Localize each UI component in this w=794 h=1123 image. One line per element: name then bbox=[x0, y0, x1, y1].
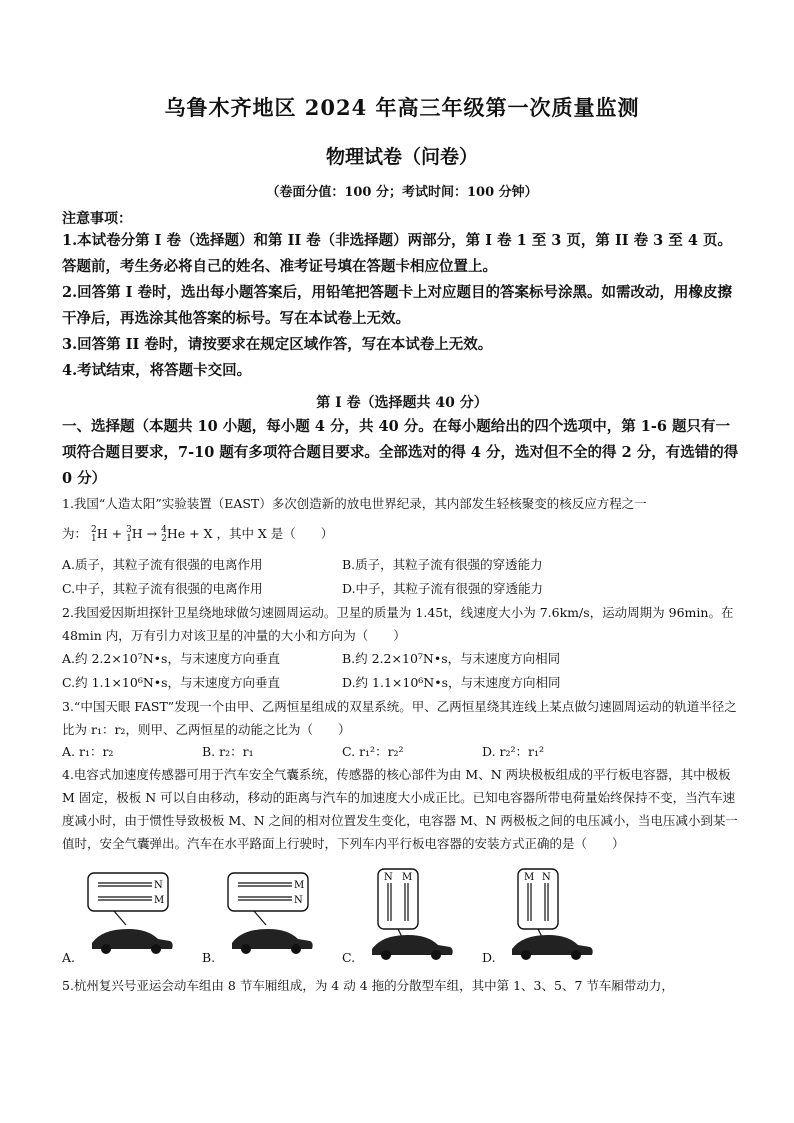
exam-subtitle: 物理试卷（问卷） bbox=[325, 146, 478, 168]
exam-title: 乌鲁木齐地区 2024 年高三年级第一次质量监测 bbox=[164, 95, 640, 120]
question-4-stem: 4.电容式加速度传感器可用于汽车安全气囊系统，传感器的核心部件为由 M、N 两块极板组成的平行板电容器，其中极板 M 固定，极板 N 可以自由移动，移动的距离与汽车的加速度大小成正比。已知电容器所带电荷量始终保持不变，当汽车速度减小时，由于惯性导致极板 M、N 之间的相对位置发生变化，电容器 M、N 两极板之间的电压减小，当电压减小到某一值时，安全气囊弹出。汽车在水平路面上行驶时，下列车内平行板电容器的安装方式正确的是（ ） bbox=[62, 767, 738, 851]
eq-suffix: ，其中 X 是（ ） bbox=[216, 526, 334, 541]
section-heading: 第 I 卷（选择题共 40 分） bbox=[316, 395, 488, 411]
plate-label-left: M bbox=[524, 872, 535, 883]
exam-meta: （卷面分值：100 分；考试时间：100 分钟） bbox=[266, 185, 538, 200]
plate-label-right: M bbox=[402, 872, 413, 883]
plate-label-bottom: N bbox=[294, 895, 303, 906]
option-d[interactable]: D.中子，其粒子流有很强的穿透能力 bbox=[342, 581, 544, 596]
eq-prefix: 为： bbox=[62, 526, 88, 541]
part-heading: 一、选择题（本题共 10 小题，每小题 4 分，共 40 分。在每小题给出的四个选项中，第 1-6 题只有一项符合题目要求，7-10 题有多项符合题目要求。全部选对的得 4 分，选对但不全的得 2 分，有选错的得 0 分） bbox=[62, 418, 739, 487]
question-3-options bbox=[62, 741, 742, 763]
capacitor-horizontal-figure bbox=[202, 867, 342, 967]
option-d[interactable]: D.约 1.1×10⁶N•s，与末速度方向相同 bbox=[342, 675, 561, 690]
question-1-options bbox=[62, 553, 742, 601]
plate-label-left: N bbox=[384, 872, 393, 883]
plate-label-top: N bbox=[154, 880, 163, 891]
notice-heading: 注意事项： bbox=[62, 211, 132, 227]
plate-label-bottom: M bbox=[154, 895, 165, 906]
option-a[interactable]: A.约 2.2×10⁷N•s，与末速度方向垂直 bbox=[62, 651, 280, 666]
option-b[interactable]: B.质子，其粒子流有很强的穿透能力 bbox=[342, 557, 543, 572]
capacitor-horizontal-figure bbox=[62, 867, 202, 967]
question-5-stem: 5.杭州复兴号亚运会动车组由 8 节车厢组成，为 4 动 4 拖的分散型车组，其中第 1、3、5、7 节车厢带动力， bbox=[62, 978, 674, 993]
figure-label: A. bbox=[62, 950, 76, 965]
option-d[interactable]: D. r₂²：r₁² bbox=[482, 744, 545, 759]
question-1-equation bbox=[62, 521, 742, 547]
option-b[interactable]: B.约 2.2×10⁷N•s，与末速度方向相同 bbox=[342, 651, 561, 666]
question-2-stem: 2.我国爱因斯坦探针卫星绕地球做匀速圆周运动。卫星的质量为 1.45t，线速度大小为 7.6km/s，运动周期为 96min。在 48min 内，万有引力对该卫星的冲量的大小和方向为（ ） bbox=[62, 605, 734, 643]
question-3-stem: 3.“中国天眼 FAST”发现一个由甲、乙两恒星组成的双星系统。甲、乙两恒星绕其连线上某点做匀速圆周运动的轨道半径之比为 r₁：r₂，则甲、乙两恒星的动能之比为（ ） bbox=[62, 699, 737, 737]
notice-item: 4.考试结束，将答题卡交回。 bbox=[62, 362, 252, 379]
option-a[interactable]: A.质子，其粒子流有很强的电离作用 bbox=[62, 557, 263, 572]
nuclear-equation: 2 1 H + 3 1 H → 4 2 He + X bbox=[91, 524, 217, 544]
plate-label-right: N bbox=[542, 872, 551, 883]
question-4-figures bbox=[62, 867, 742, 967]
exam-page bbox=[62, 92, 742, 1010]
option-c[interactable]: C.中子，其粒子流有很强的电离作用 bbox=[62, 581, 263, 596]
figure-option-a[interactable] bbox=[62, 867, 202, 967]
option-c[interactable]: C.约 1.1×10⁶N•s，与末速度方向垂直 bbox=[62, 675, 281, 690]
plate-label-top: M bbox=[294, 880, 305, 891]
figure-option-c[interactable] bbox=[342, 867, 482, 967]
option-a[interactable]: A. r₁：r₂ bbox=[62, 744, 114, 759]
notice-item: 2.回答第 I 卷时，选出每小题答案后，用铅笔把答题卡上对应题目的答案标号涂黑。如需改动，用橡皮擦干净后，再选涂其他答案的标号。写在本试卷上无效。 bbox=[62, 284, 733, 327]
notice-item: 1.本试卷分第 I 卷（选择题）和第 II 卷（非选择题）两部分，第 I 卷 1 至 3 页，第 II 卷 3 至 4 页。答题前，考生务必将自己的姓名、准考证号填在答题卡相应位置上。 bbox=[62, 232, 732, 275]
question-1-stem: 1.我国“人造太阳”实验装置（EAST）多次创造新的放电世界纪录，其内部发生轻核聚变的核反应方程之一 bbox=[62, 496, 647, 511]
figure-option-d[interactable] bbox=[482, 867, 622, 967]
question-2-options bbox=[62, 647, 742, 695]
figure-label: C. bbox=[342, 950, 356, 965]
option-c[interactable]: C. r₁²：r₂² bbox=[342, 744, 404, 759]
figure-label: B. bbox=[202, 950, 216, 965]
option-b[interactable]: B. r₂：r₁ bbox=[202, 744, 254, 759]
notice-item: 3.回答第 II 卷时，请按要求在规定区域作答，写在本试卷上无效。 bbox=[62, 336, 493, 353]
figure-option-b[interactable] bbox=[202, 867, 342, 967]
capacitor-vertical-figure bbox=[482, 867, 622, 967]
figure-label: D. bbox=[482, 950, 496, 965]
capacitor-vertical-figure bbox=[342, 867, 482, 967]
